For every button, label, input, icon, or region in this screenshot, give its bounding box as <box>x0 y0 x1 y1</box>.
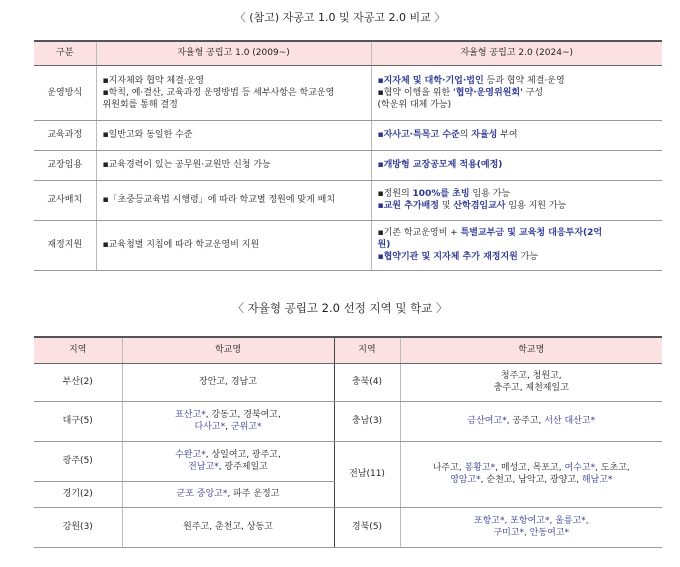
school-highlight: 군포 중앙고* <box>176 489 228 499</box>
v2-text: 임용 지원 가능 <box>505 201 567 211</box>
v2-highlight: '협약·운영위원회' <box>453 87 523 98</box>
school-highlight: 해남고* <box>581 475 613 485</box>
school-cell <box>400 401 662 441</box>
row-category: 운영방식 <box>34 65 96 120</box>
header-school: 학교명 <box>122 337 334 363</box>
comparison-row-principal <box>34 150 662 180</box>
header-v1: 자율형 공립고 1.0 (2009~) <box>96 41 371 65</box>
school-highlight: 다사고* <box>194 422 226 432</box>
school-cell <box>400 507 662 547</box>
v2-text: 등과 협약 체결·운영 <box>483 75 565 86</box>
school-cell <box>400 441 662 507</box>
school-line: 청주고, 청원고, <box>500 371 562 381</box>
school-highlight: 수완고* <box>175 450 206 460</box>
region-cell: 대구(5) <box>34 401 122 441</box>
row-v1: ▪일반고와 동일한 수준 <box>96 120 371 150</box>
school-highlight: 서산 대산고* <box>544 416 596 426</box>
row-category: 재정지원 <box>34 220 96 270</box>
school-highlight: 전남고* <box>188 462 219 472</box>
row-category: 교장임용 <box>34 150 96 180</box>
v2-text: 임용 가능 <box>469 189 511 199</box>
v2-text: ▪정원의 <box>377 189 413 199</box>
school-highlight: 군위고* <box>230 422 262 432</box>
v2-highlight: ▪교원 추가배정 <box>377 201 439 211</box>
table-row <box>34 363 662 401</box>
school-line: 충주고, 제천제일고 <box>493 383 569 393</box>
school-text: , 도초고, <box>595 463 630 473</box>
school-text: , <box>225 422 231 432</box>
v2-text: 구성 <box>522 87 544 98</box>
row-v1: ▪교육청별 지침에 따라 학교운영비 지원 <box>96 220 371 270</box>
school-cell <box>122 401 334 441</box>
comparison-row-operation <box>34 65 662 120</box>
school-cell <box>400 363 662 401</box>
row-v1 <box>96 65 371 120</box>
school-cell: 장안고, 경남고 <box>122 363 334 401</box>
schools-table <box>34 336 662 548</box>
row-v1: ▪교육경력이 있는 공무원·교원만 신청 가능 <box>96 150 371 180</box>
v2-highlight: 원) <box>377 240 391 250</box>
school-highlight: 여수고* <box>564 463 596 473</box>
row-v2 <box>371 150 662 180</box>
school-highlight: 구미고*, 안동여고* <box>493 528 570 538</box>
school-cell: 원주고, 춘천고, 상동고 <box>122 507 334 547</box>
v1-line: ▪학칙, 예·결산, 교육과정 운영방법 등 세부사항은 학교운영 <box>102 87 335 98</box>
school-text: , 강동고, 경북여고, <box>205 410 281 420</box>
region-cell: 충북(4) <box>334 363 400 401</box>
row-v2 <box>371 220 662 270</box>
header-school: 학교명 <box>400 337 662 363</box>
row-v2 <box>371 180 662 220</box>
v2-text: ▪기존 학교운영비 + <box>377 228 461 238</box>
v2-highlight: 특별교부금 및 교육청 대응투자(2억 <box>460 228 603 238</box>
school-text: , 상일여고, 광주고, <box>205 450 281 460</box>
school-text: , 파주 운정고 <box>227 489 280 499</box>
school-text: 나주고, <box>432 463 465 473</box>
v2-text: ▪협약 이행을 위한 <box>377 87 454 98</box>
region-cell: 경기(2) <box>34 481 122 507</box>
row-v2 <box>371 120 662 150</box>
row-v2 <box>371 65 662 120</box>
comparison-row-curriculum <box>34 120 662 150</box>
comparison-header-row <box>34 41 662 65</box>
school-cell <box>122 481 334 507</box>
school-highlight: 금산여고* <box>467 416 507 426</box>
schools-title: 〈 자율형 공립고 2.0 선정 지역 및 학교 〉 <box>232 301 448 315</box>
v1-line: 위원회를 통해 결정 <box>102 99 178 110</box>
table-row <box>34 507 662 547</box>
region-cell: 전남(11) <box>334 441 400 507</box>
v2-highlight: ▪협약기관 및 지자체 추가 재정지원 <box>377 252 518 262</box>
row-v1: ▪「초중등교육법 시행령」에 따라 학교별 정원에 맞게 배치 <box>96 180 371 220</box>
v2-text: 및 <box>438 201 454 211</box>
v2-highlight: 100%를 초빙 <box>412 189 470 199</box>
school-text: , 광주제일고 <box>218 462 268 472</box>
v2-highlight: ▪개방형 교장공모제 적용(예정) <box>377 160 503 170</box>
region-cell: 광주(5) <box>34 441 122 481</box>
row-category: 교육과정 <box>34 120 96 150</box>
school-text: , 매성고, 목포고, <box>495 463 565 473</box>
v2-highlight: 자율성 <box>471 130 498 140</box>
region-cell: 부산(2) <box>34 363 122 401</box>
school-text: , 순천고, 남악고, 광양고, <box>480 475 582 485</box>
school-cell <box>122 441 334 481</box>
comparison-title: 〈 (참고) 자공고 1.0 및 자공고 2.0 비교 〉 <box>234 11 446 24</box>
region-cell: 강원(3) <box>34 507 122 547</box>
comparison-row-teachers <box>34 180 662 220</box>
header-region: 지역 <box>34 337 122 363</box>
school-highlight: 표산고* <box>175 410 206 420</box>
school-text: , 공주고, <box>506 416 545 426</box>
header-category: 구분 <box>34 41 96 65</box>
school-highlight: 영암고* <box>450 475 481 485</box>
row-category: 교사배치 <box>34 180 96 220</box>
v2-text: 의 <box>459 130 472 140</box>
v1-line: ▪지자체와 협약 체결·운영 <box>102 75 205 86</box>
school-highlight: 봉황고* <box>464 463 496 473</box>
region-cell: 충남(3) <box>334 401 400 441</box>
v2-highlight: ▪지자체 및 대학·기업·법인 <box>377 75 484 86</box>
table-row <box>34 401 662 441</box>
header-region: 지역 <box>334 337 400 363</box>
comparison-row-finance <box>34 220 662 270</box>
schools-header-row <box>34 337 662 363</box>
table-row <box>34 441 662 481</box>
v2-highlight: ▪자사고·특목고 수준 <box>377 130 460 140</box>
region-cell: 경북(5) <box>334 507 400 547</box>
v2-text: (학운위 대체 가능) <box>377 99 452 110</box>
v2-text: 가능 <box>517 252 539 262</box>
v2-text: 부여 <box>497 130 518 140</box>
comparison-table <box>34 40 662 271</box>
header-v2: 자율형 공립고 2.0 (2024~) <box>371 41 662 65</box>
v2-highlight: 산학겸임교사 <box>453 201 506 211</box>
school-highlight: 포항고*, 포항여고*, 울릉고*, <box>473 516 589 526</box>
